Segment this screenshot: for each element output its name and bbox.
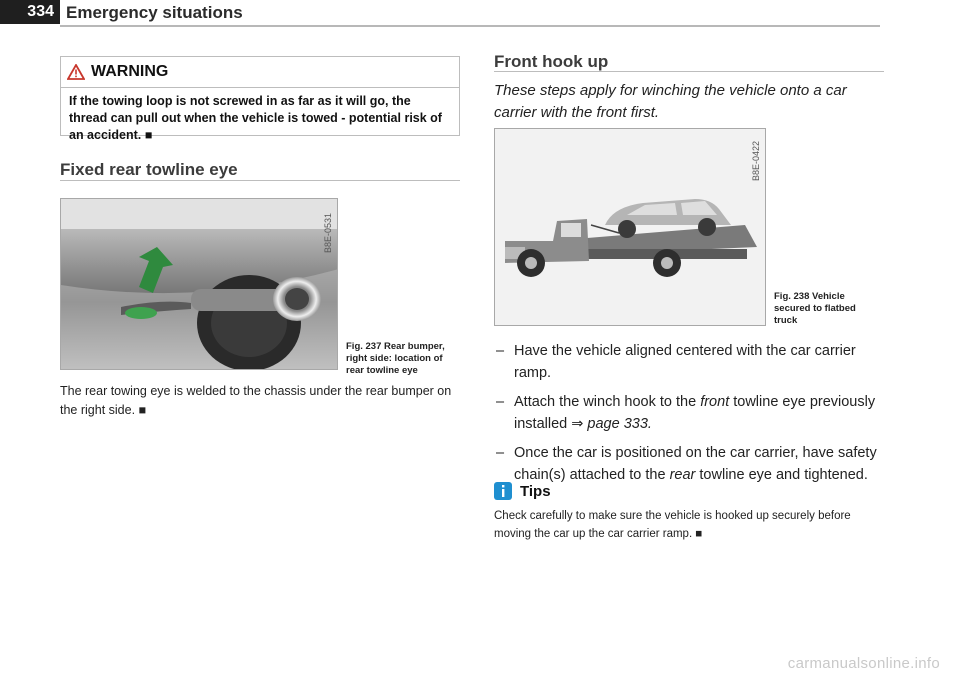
- chapter-title: Emergency situations: [66, 3, 243, 22]
- fixed-eye-description: The rear towing eye is welded to the chassis under the rear bumper on the right side. ■: [60, 384, 452, 418]
- tips-header: [494, 482, 551, 500]
- section-title-front-hook: Front hook up: [494, 52, 609, 71]
- front-hook-intro: These steps apply for winching the vehicle onto a car carrier with the front first.: [494, 82, 847, 122]
- figure-code: B8E-0422: [751, 140, 761, 181]
- warning-label: WARNING: [91, 63, 169, 80]
- watermark: carmanualsonline.info: [787, 655, 940, 672]
- figure-caption-238: Fig. 238 Vehicle secured to flatbed truck: [774, 291, 856, 326]
- tips-label: Tips: [520, 482, 551, 500]
- warning-triangle-icon: [67, 64, 85, 80]
- section-title-fixed-eye: Fixed rear towline eye: [60, 160, 238, 179]
- header-divider: [60, 25, 880, 27]
- section-divider: [60, 180, 460, 181]
- section-divider: [494, 71, 884, 72]
- warning-header: [61, 57, 459, 88]
- figure-rear-bumper: [60, 198, 338, 370]
- warning-box: [60, 56, 460, 142]
- step-item: – Have the vehicle aligned centered with the car carrier ramp.: [496, 343, 856, 382]
- tips-text: Check carefully to make sure the vehicle is hooked up securely before moving the car up the car carrier ramp. ■: [494, 510, 851, 540]
- page-reference-link[interactable]: page 333.: [587, 416, 652, 433]
- step-item: – Attach the winch hook to the front towline eye previously installed ⇒ page 333.: [496, 393, 876, 433]
- flatbed-truck-illustration: [495, 129, 766, 326]
- figure-caption-237: Fig. 237 Rear bumper, right side: location of rear towline eye: [346, 341, 445, 376]
- steps-list: [494, 340, 884, 493]
- page-number: 334: [0, 0, 60, 24]
- figure-flatbed-truck: [494, 128, 766, 326]
- warning-text: If the towing loop is not screwed in as far as it will go, the thread can pull out when the vehicle is towed - potential risk of an accident. ■: [69, 94, 442, 142]
- figure-code: B8E-0531: [323, 212, 333, 253]
- info-icon: [494, 482, 512, 500]
- step-item: – Once the car is positioned on the car carrier, have safety chain(s) attached to the rear towline eye and tightened.: [496, 444, 877, 484]
- rear-bumper-illustration: [61, 199, 338, 370]
